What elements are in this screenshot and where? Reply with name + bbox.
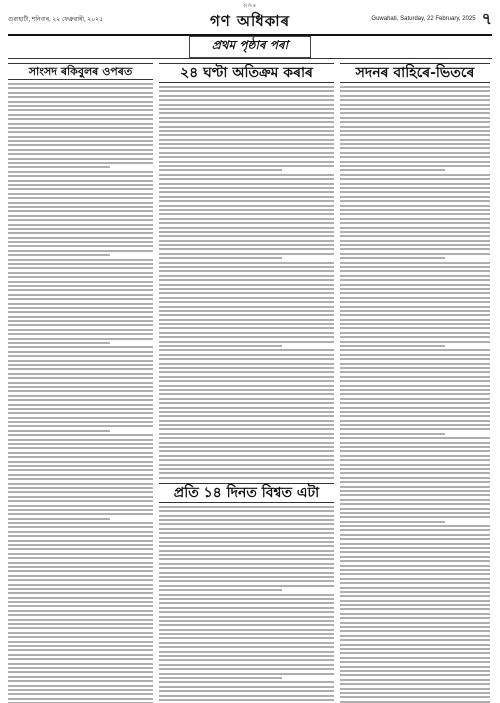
col2-body-top (159, 86, 334, 479)
section-bar (8, 36, 492, 59)
col1-body (8, 83, 153, 703)
col3-body (340, 86, 490, 703)
newspaper-logo (158, 3, 342, 35)
col1-headline: সাংসদ ৰকিবুলৰ ওপৰত (8, 63, 153, 80)
col3-headline: সদনৰ বাহিৰে-ভিতৰে (340, 63, 490, 83)
page-number: ৭ (481, 10, 492, 28)
logo-main-text: গণ অধিকাৰ (209, 12, 291, 30)
masthead-right (342, 6, 492, 33)
masthead-date-assamese: গুৱাহাটী, শনিবাৰ, ২২ ফেব্ৰুৱাৰী, ২০২৫ (8, 16, 103, 23)
column-3 (340, 63, 490, 703)
col2-headline: ২৪ ঘণ্টা অতিক্ৰম কৰাৰ (159, 63, 334, 83)
masthead (8, 4, 492, 36)
col2-headline-2: প্ৰতি ১৪ দিনত বিশ্বত এটা (159, 483, 334, 503)
columns (8, 63, 492, 703)
column-2 (159, 63, 334, 703)
section-title: প্ৰথম পৃষ্ঠাৰ পৰা (189, 36, 311, 58)
column-1 (8, 63, 153, 703)
masthead-date-english: Guwahati, Saturday, 22 February, 2025 (371, 16, 476, 22)
col2-body-bottom (159, 506, 334, 703)
logo-small-text: দৈনিক (243, 3, 257, 8)
